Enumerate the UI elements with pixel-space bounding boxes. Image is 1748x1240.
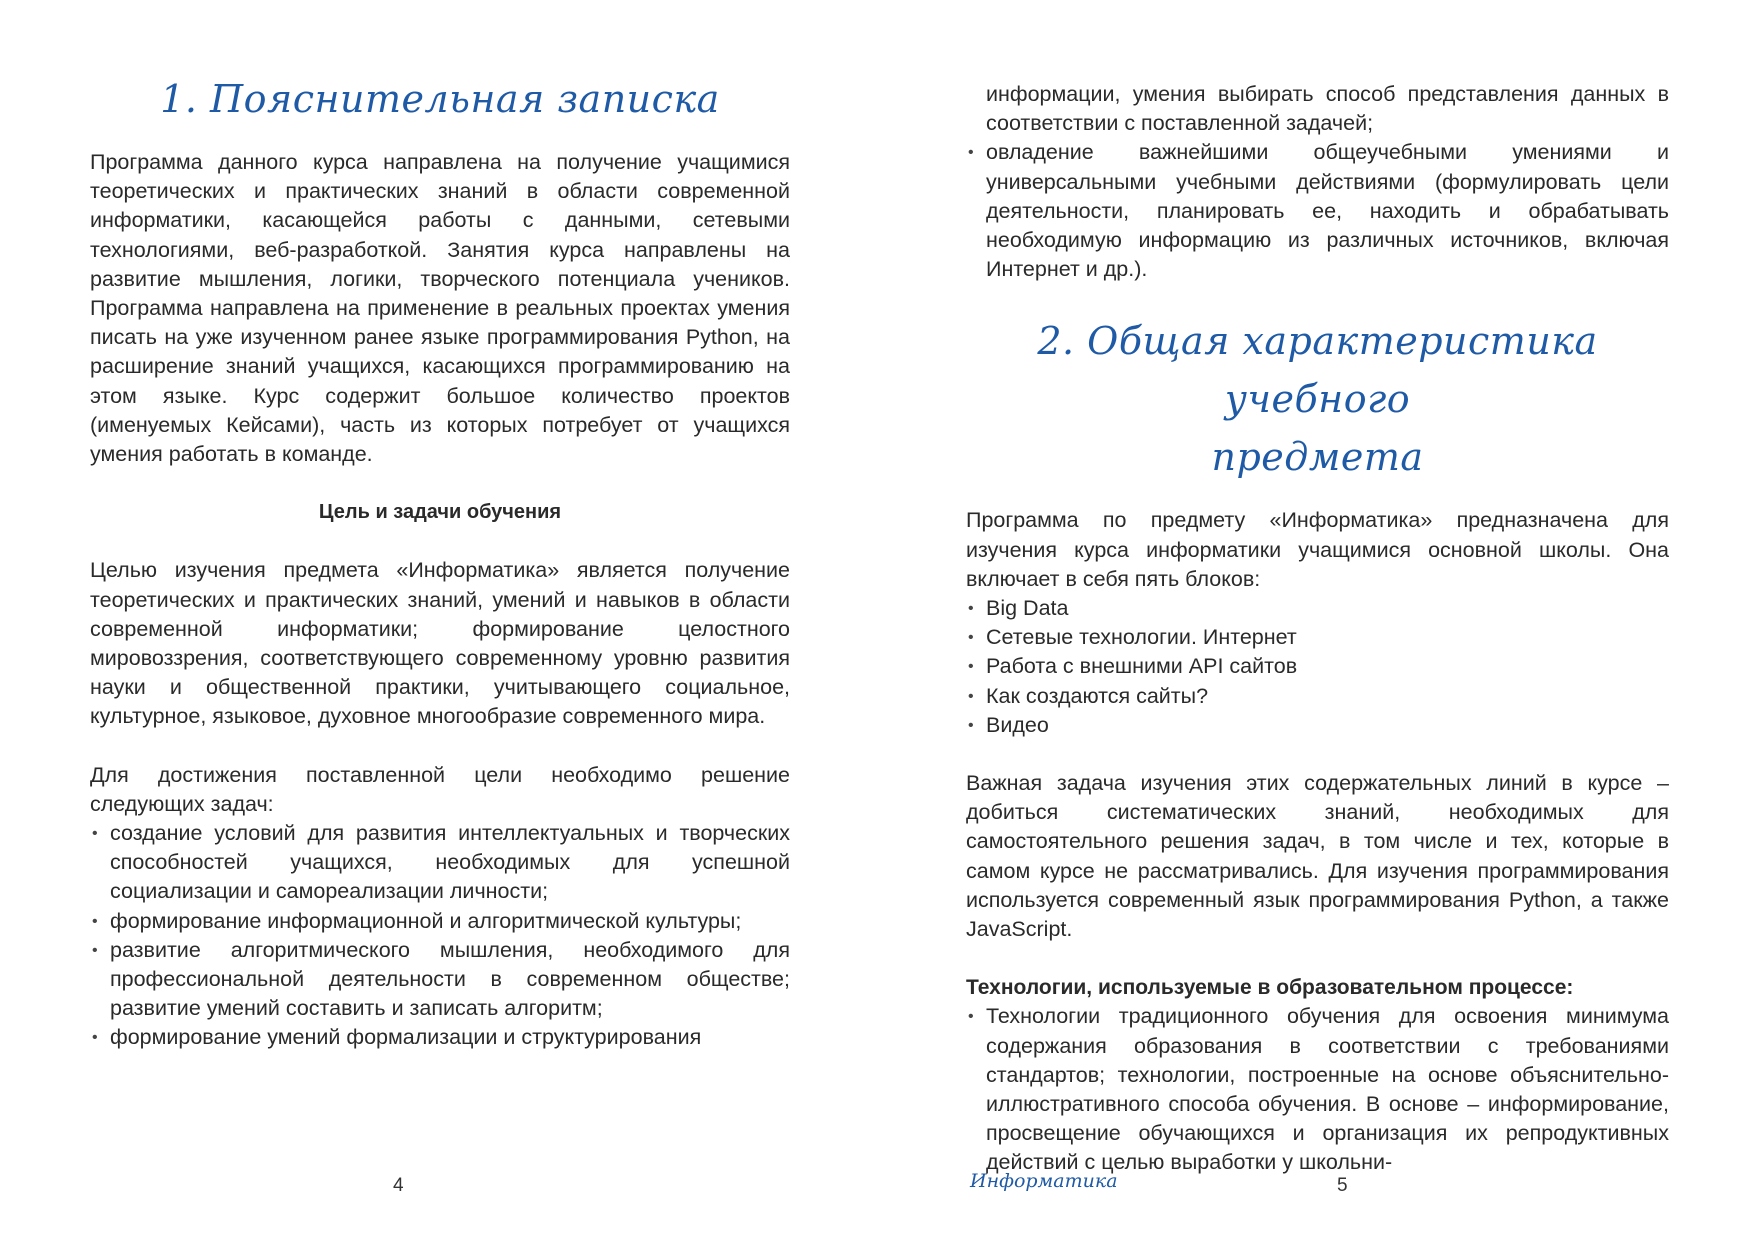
list-item: • Технологии традиционного обучения для освоения минимума содержания образования в соответствии с требованиями стандартов; технологии, построенные на основе объяснительно-иллюстративного способа обучения. В основе – информирование, просвещение обучающихся и организация их репродуктивных действий с целью выработки у школьни- <box>966 1002 1669 1177</box>
blocks-list <box>966 594 1669 740</box>
footer-brand-logo: Информатика <box>970 1170 1118 1192</box>
section-heading-explanatory-note: 1. Пояснительная записка <box>160 77 720 121</box>
list-item: • формирование информационной и алгоритмической культуры; <box>90 907 790 936</box>
intro-paragraph: Программа данного курса направлена на получение учащимися теоретических и практических знаний в области современной информатики, касающейся работы с данными, сетевыми технологиями, веб-разработкой. Занятия курса направлены на развитие мышления, логики, творческого потенциала учеников. Программа направлена на применение в реальных проектах умения писать на уже изученном ранее языке программирования Python, на расширение знаний учащихся, касающихся программированию на этом языке. Курс содержит большое количество проектов (именуемых Кейсами), часть из которых потребует от учащихся умения работать в команде. <box>90 150 790 467</box>
list-item: • Работа с внешними API сайтов <box>966 652 1669 681</box>
heading-line-1: 2. Общая характеристика учебного <box>1037 319 1598 422</box>
list-item: • развитие алгоритмического мышления, необходимого для профессиональной деятельности в современном обществе; развитие умений составить и записать алгоритм; <box>90 936 790 1024</box>
continued-list-text: информации, умения выбирать способ представления данных в соответствии с поставленной задачей; <box>986 82 1669 136</box>
list-item: • Сетевые технологии. Интернет <box>966 623 1669 652</box>
right-column <box>966 80 1669 1178</box>
list-item: • Как создаются сайты? <box>966 682 1669 711</box>
page-number-left: 4 <box>393 1175 404 1196</box>
goal-paragraph: Целью изучения предмета «Информатика» является получение теоретических и практических знаний, умений и навыков в области современной информатики; формирование целостного мировоззрения, соответствующего современному уровню развития науки и общественной практики, учитывающего социальное, культурное, языковое, духовное многообразие современного мира. <box>90 558 790 729</box>
goals-subheading: Цель и задачи обучения <box>318 501 562 524</box>
program-intro: Программа по предмету «Информатика» предназначена для изучения курса информатики учащимися основной школы. Она включает в себя пять блоков: <box>966 508 1669 591</box>
tasks-intro: Для достижения поставленной цели необходимо решение следующих задач: <box>90 762 790 816</box>
list-item: • создание условий для развития интеллектуальных и творческих способностей учащихся, необходимых для успешной социализации и самореализации личности; <box>90 819 790 907</box>
list-item: • овладение важнейшими общеучебными умениями и универсальными учебными действиями (формулировать цели деятельности, планировать ее, находить и обрабатывать необходимую информацию из различных источников, включая Интернет и др.). <box>966 138 1669 284</box>
technologies-list <box>966 1002 1669 1177</box>
task-paragraph: Важная задача изучения этих содержательных линий в курсе – добиться систематических знаний, необходимых для самостоятельного решения задач, в том числе и тех, которые в самом курсе не рассматривались. Для изучения программирования используется современный язык программирования Python, а также JavaScript. <box>966 771 1669 942</box>
section-heading-subject-characteristics <box>966 312 1669 486</box>
list-item: • Big Data <box>966 594 1669 623</box>
tasks-list-continued <box>966 138 1669 284</box>
technologies-heading: Технологии, используемые в образовательном процессе: <box>966 976 1574 1000</box>
page-number-right: 5 <box>1337 1175 1348 1196</box>
tasks-list <box>90 819 790 1053</box>
list-item: • формирование умений формализации и структурирования <box>90 1023 790 1052</box>
left-column <box>90 70 790 1053</box>
heading-line-2: предмета <box>1211 435 1424 480</box>
page-right <box>874 0 1748 1240</box>
list-item: • Видео <box>966 711 1669 740</box>
